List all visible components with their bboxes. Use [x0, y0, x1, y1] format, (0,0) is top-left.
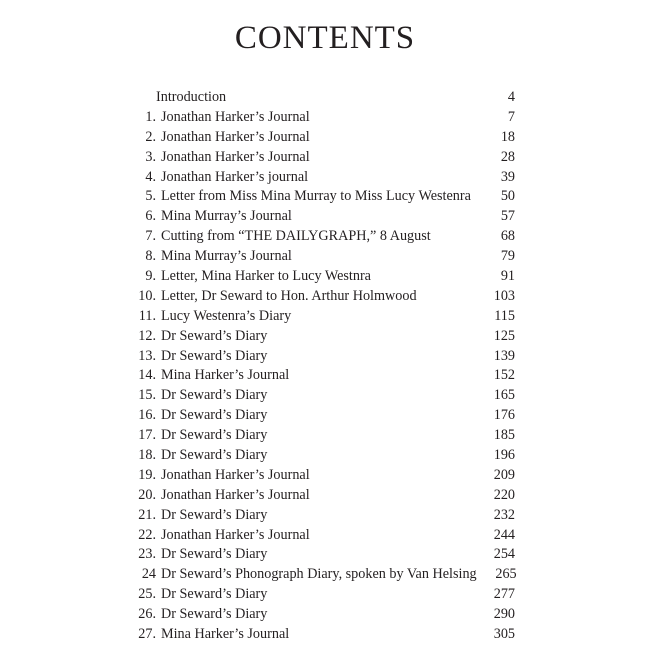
toc-entry-number: 22.: [138, 526, 156, 543]
toc-entry-page: 125: [493, 327, 515, 344]
toc-entry-page: 176: [493, 407, 515, 424]
toc-entry-label: Dr Seward’s Diary: [161, 327, 268, 344]
toc-entry: [130, 486, 515, 506]
toc-entry-label: Mina Murray’s Journal: [161, 208, 292, 225]
toc-entry-label: Letter, Mina Harker to Lucy Westnra: [161, 268, 371, 285]
toc-entry-page: 4: [507, 89, 515, 105]
toc-entry-page: 7: [507, 108, 515, 125]
toc-entry-label: Dr Seward’s Diary: [161, 546, 268, 563]
toc-entry-number: 21.: [138, 506, 156, 523]
toc-entry-number: 7.: [145, 228, 156, 245]
toc-entry-label: Dr Seward’s Diary: [161, 506, 268, 523]
toc-entry-label: Mina Harker’s Journal: [161, 626, 290, 643]
toc-entry-number: 12.: [138, 327, 156, 344]
toc-entry-label: Dr Seward’s Diary: [161, 387, 268, 404]
toc-entry-number: 20.: [138, 486, 156, 503]
toc-entry: [130, 187, 515, 207]
toc-entry-page: 115: [494, 307, 515, 324]
toc-entry-page: 220: [493, 486, 515, 503]
toc-entry-page: 139: [493, 347, 515, 364]
toc-entry-label: Jonathan Harker’s Journal: [161, 128, 310, 145]
page-title: CONTENTS: [234, 20, 416, 56]
toc-entry: [130, 207, 515, 227]
toc-entry-page: 244: [493, 526, 515, 543]
toc-entry: [130, 466, 515, 486]
toc-entry-label: Lucy Westenra’s Diary: [161, 307, 292, 324]
toc-entry-number: 10.: [138, 287, 156, 304]
toc-entry: [130, 347, 515, 367]
toc-entry-label: Jonathan Harker’s journal: [161, 168, 309, 185]
toc-entry-label: Jonathan Harker’s Journal: [161, 108, 310, 125]
toc-entry: [130, 287, 515, 307]
toc-entry-page: 57: [500, 208, 515, 225]
toc-entry: [130, 406, 515, 426]
toc-entry-page: 254: [493, 546, 515, 563]
table-of-contents: [130, 88, 515, 645]
toc-entry-number: 8.: [145, 248, 156, 265]
toc-entry-number: 25.: [138, 586, 156, 603]
toc-entry: [130, 267, 515, 287]
toc-entry-page: 79: [500, 248, 515, 265]
toc-entry-label: Jonathan Harker’s Journal: [161, 526, 310, 543]
toc-entry: [130, 605, 515, 625]
toc-entry: [130, 545, 515, 565]
toc-entry-number: 5.: [145, 188, 156, 205]
toc-entry-label: Dr Seward’s Diary: [161, 586, 268, 603]
toc-entry-number: 15.: [138, 387, 156, 404]
toc-entry: [130, 446, 515, 466]
toc-entry-label: Dr Seward’s Diary: [161, 606, 268, 623]
toc-entry-page: 196: [493, 447, 515, 464]
toc-entry-label: Introduction: [156, 89, 227, 105]
toc-entry-page: 305: [493, 626, 515, 643]
toc-entry: [130, 327, 515, 347]
toc-entry: [130, 625, 515, 645]
toc-entry-page: 39: [500, 168, 515, 185]
toc-entry: [130, 366, 515, 386]
toc-entry-page: 91: [500, 268, 515, 285]
toc-entry-page: 277: [493, 586, 515, 603]
toc-entry-label: Dr Seward’s Diary: [161, 427, 268, 444]
toc-entry-label: Mina Murray’s Journal: [161, 248, 292, 265]
toc-entry-label: Dr Seward’s Phonograph Diary, spoken by Van Helsing: [161, 566, 477, 583]
toc-entry-number: 24: [141, 566, 156, 583]
toc-entry: [130, 307, 515, 327]
toc-entry-label: Letter, Dr Seward to Hon. Arthur Holmwood: [161, 287, 417, 304]
toc-entry-page: 165: [493, 387, 515, 404]
toc-entry-number: 9.: [145, 268, 156, 285]
toc-entry-page: 265: [495, 566, 517, 583]
toc-entry-page: 50: [500, 188, 515, 205]
toc-entry: [130, 585, 515, 605]
toc-entry-number: 19.: [138, 466, 156, 483]
toc-entry: [130, 386, 515, 406]
toc-entry-number: 2.: [145, 128, 156, 145]
toc-entry-number: 26.: [138, 606, 156, 623]
toc-entry-page: 103: [493, 287, 515, 304]
toc-entry-number: 6.: [145, 208, 156, 225]
toc-entry-number: 13.: [138, 347, 156, 364]
toc-entry-page: 68: [500, 228, 515, 245]
toc-entry-label: Jonathan Harker’s Journal: [161, 148, 310, 165]
toc-entry-label: Mina Harker’s Journal: [161, 367, 290, 384]
toc-entry-number: 4.: [145, 168, 156, 185]
toc-entry: [130, 148, 515, 168]
toc-entry-label: Dr Seward’s Diary: [161, 347, 268, 364]
toc-entry-label: Jonathan Harker’s Journal: [161, 486, 310, 503]
toc-entry-number: 23.: [138, 546, 156, 563]
toc-entry-number: 27.: [138, 626, 156, 643]
toc-entry-number: 17.: [138, 427, 156, 444]
toc-entry: [130, 227, 515, 247]
toc-entry-number: 11.: [138, 307, 156, 324]
toc-entry-number: 3.: [145, 148, 156, 165]
toc-entry: [130, 426, 515, 446]
toc-entry: [130, 526, 515, 546]
toc-entry: [130, 506, 515, 526]
toc-entry-number: 14.: [138, 367, 156, 384]
toc-entry: [130, 88, 515, 108]
toc-entry-page: 185: [493, 427, 515, 444]
toc-entry: [130, 128, 515, 148]
toc-entry: [130, 247, 515, 267]
toc-entry: [130, 565, 515, 585]
toc-entry-label: Dr Seward’s Diary: [161, 447, 268, 464]
toc-entry-page: 28: [500, 148, 515, 165]
toc-entry-page: 18: [500, 128, 515, 145]
toc-entry: [130, 108, 515, 128]
toc-entry-page: 232: [493, 506, 515, 523]
toc-entry-label: Cutting from “THE DAILYGRAPH,” 8 August: [161, 228, 431, 245]
toc-entry-page: 152: [493, 367, 515, 384]
toc-entry-number: 1.: [145, 108, 156, 125]
toc-entry-number: 18.: [138, 447, 156, 464]
toc-entry-number: 16.: [138, 407, 156, 424]
toc-entry-label: Dr Seward’s Diary: [161, 407, 268, 424]
toc-entry: [130, 168, 515, 188]
toc-entry-label: Letter from Miss Mina Murray to Miss Lucy Westenra: [161, 188, 471, 205]
toc-entry-page: 209: [493, 466, 515, 483]
toc-entry-page: 290: [493, 606, 515, 623]
toc-entry-label: Jonathan Harker’s Journal: [161, 466, 310, 483]
